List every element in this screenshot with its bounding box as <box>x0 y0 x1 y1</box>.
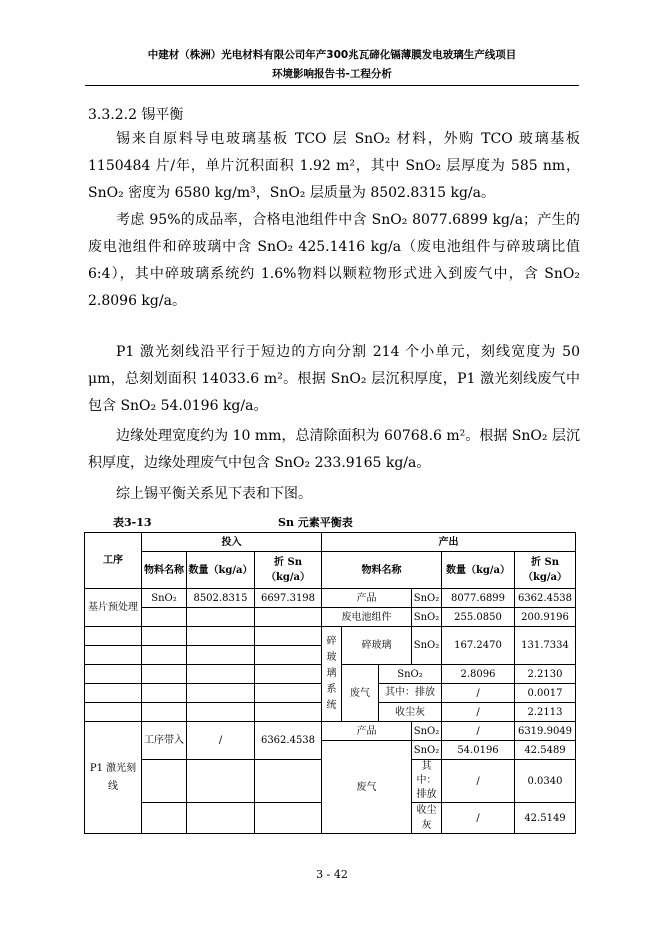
cell-product-mat: SnO₂ <box>412 589 442 608</box>
table-row <box>85 722 576 741</box>
cell-cullet-label: 碎玻璃 <box>342 627 412 665</box>
sn-balance-table <box>84 532 576 834</box>
cell-p1-emission-label: 其中：排放 <box>412 760 442 803</box>
table-caption-title: Sn 元素平衡表 <box>278 516 353 529</box>
section-title: 3.3.2.2 锡平衡 <box>88 107 184 123</box>
cell-p1-product-sn: 6319.9049 <box>515 722 576 741</box>
cell-p1-dust-sn: 42.5149 <box>515 803 576 834</box>
table-caption-number: 表3-13 <box>113 516 152 529</box>
cell-substrate-sn: 6697.3198 <box>255 589 322 608</box>
cell-p1-exhaust-qty: 54.0196 <box>442 741 515 760</box>
header-input-sn: 折 Sn（kg/a） <box>255 552 322 589</box>
table-row <box>85 608 576 627</box>
table-header-row <box>85 533 576 552</box>
cell-glass-system: 碎玻璃系统 <box>322 627 342 722</box>
cell-product-label: 产品 <box>322 589 412 608</box>
cell-p1-dust-qty: / <box>442 803 515 834</box>
cell-p1-exhaust-label: 废气 <box>322 741 412 834</box>
report-header-title: 中建材（株洲）光电材料有限公司年产300兆瓦碲化镉薄膜发电玻璃生产线项目 <box>147 49 517 61</box>
header-input-quantity: 数量（kg/a） <box>187 552 255 589</box>
cell-cullet-qty: 167.2470 <box>442 627 515 665</box>
cell-p1-process: P1 激光刻线 <box>85 722 142 834</box>
page-number: 3 - 42 <box>316 868 348 881</box>
cell-substrate-qty: 8502.8315 <box>187 589 255 608</box>
cell-exhaust-label: 废气 <box>342 665 379 722</box>
cell-p1-exhaust-mat: SnO₂ <box>412 741 442 760</box>
cell-emission-qty: / <box>442 684 515 703</box>
report-header-subtitle: 环境影响报告书-工程分析 <box>272 68 392 80</box>
header-output-sn: 折 Sn（kg/a） <box>515 552 576 589</box>
cell-dust-sn: 2.2113 <box>515 703 576 722</box>
paragraph-3: P1 激光刻线沿平行于短边的方向分割 214 个小单元，刻线宽度为 50 μm，总刻划面积 14033.6 m²。根据 SnO₂ 层沉积厚度，P1 激光刻线废气中包含 SnO₂ 54.0196 kg/a。 <box>88 344 580 414</box>
paragraph-1: 锡来自原料导电玻璃基板 TCO 层 SnO₂ 材料，外购 TCO 玻璃基板 1150484 片/年，单片沉积面积 1.92 m²，其中 SnO₂ 层厚度为 585 nm，SnO₂ 密度为 6580 kg/m³，SnO₂ 层质量为 8502.8315 kg/a。 <box>88 131 580 201</box>
cell-p1-exhaust-sn: 42.5489 <box>515 741 576 760</box>
cell-emission-label: 其中：排放 <box>379 684 442 703</box>
cell-dust-label: 收尘灰 <box>379 703 442 722</box>
cell-emission-sn: 0.0017 <box>515 684 576 703</box>
header-output-quantity: 数量（kg/a） <box>442 552 515 589</box>
cell-exhaust-sn: 2.2130 <box>515 665 576 684</box>
cell-p1-input-qty: / <box>187 722 255 760</box>
cell-p1-emission-qty: / <box>442 760 515 803</box>
cell-p1-product-mat: SnO₂ <box>412 722 442 741</box>
cell-waste-module-qty: 255.0850 <box>442 608 515 627</box>
cell-dust-qty: / <box>442 703 515 722</box>
header-output: 产出 <box>322 533 576 552</box>
header-rule <box>85 85 579 86</box>
header-output-material: 物料名称 <box>322 552 442 589</box>
paragraph-2: 考虑 95%的成品率，合格电池组件中含 SnO₂ 8077.6899 kg/a；产生的废电池组件和碎玻璃中含 SnO₂ 425.1416 kg/a（废电池组件与碎玻璃比值 6:4），其中碎玻璃系统约 1.6%物料以颗粒物形式进入到废气中，含 SnO₂ 2.8096 kg/a。 <box>88 212 580 309</box>
cell-p1-product-qty: / <box>442 722 515 741</box>
cell-waste-module-label: 废电池组件 <box>322 608 412 627</box>
cell-exhaust-mat: SnO₂ <box>379 665 442 684</box>
cell-p1-emission-sn: 0.0340 <box>515 760 576 803</box>
header-input-material: 物料名称 <box>142 552 187 589</box>
cell-product-qty: 8077.6899 <box>442 589 515 608</box>
cell-waste-module-sn: 200.9196 <box>515 608 576 627</box>
cell-exhaust-qty: 2.8096 <box>442 665 515 684</box>
table-subheader-row <box>85 552 576 589</box>
cell-p1-dust-label: 收尘灰 <box>412 803 442 834</box>
paragraph-4: 边缘处理宽度约为 10 mm，总清除面积为 60768.6 m²。根据 SnO₂ 层沉积厚度，边缘处理废气中包含 SnO₂ 233.9165 kg/a。 <box>88 428 580 471</box>
cell-p1-product-label: 产品 <box>322 722 412 741</box>
paragraph-5: 综上锡平衡关系见下表和下图。 <box>116 486 312 502</box>
cell-p1-input-sn: 6362.4538 <box>255 722 322 760</box>
cell-cullet-mat: SnO₂ <box>412 627 442 665</box>
cell-cullet-sn: 131.7334 <box>515 627 576 665</box>
cell-substrate-process: 基片预处理 <box>85 589 142 627</box>
table-row <box>85 589 576 608</box>
cell-p1-input-label: 工序带入 <box>142 722 187 760</box>
table-row <box>85 627 576 646</box>
header-process: 工序 <box>85 533 142 589</box>
header-input: 投入 <box>142 533 322 552</box>
cell-substrate-material: SnO₂ <box>142 589 187 608</box>
cell-product-sn: 6362.4538 <box>515 589 576 608</box>
cell-waste-module-mat: SnO₂ <box>412 608 442 627</box>
